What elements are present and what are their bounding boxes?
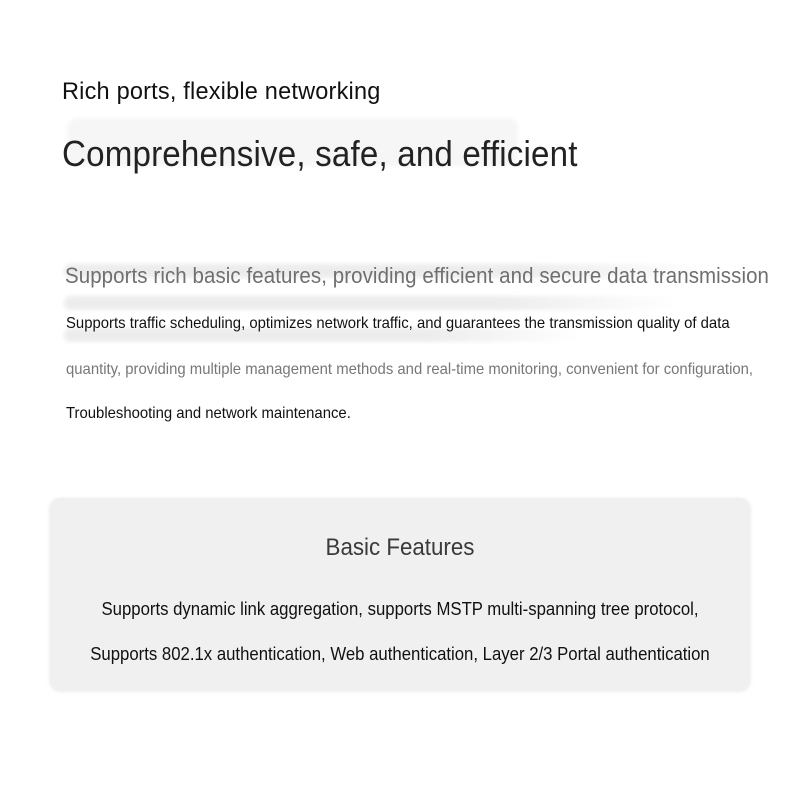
basic-features-title: Basic Features (325, 534, 475, 561)
intro-subhead: Supports rich basic features, providing efficient and secure data transmission (65, 263, 770, 288)
hero-kicker: Rich ports, flexible networking (62, 78, 381, 105)
intro-line-3: Troubleshooting and network maintenance. (66, 405, 351, 422)
intro-line-2: quantity, providing multiple management methods and real-time monitoring, convenient for configuration, (66, 361, 754, 378)
hero-headline: Comprehensive, safe, and efficient (62, 133, 578, 174)
basic-features-line-1: Supports dynamic link aggregation, supports MSTP multi-spanning tree protocol, (101, 599, 699, 619)
intro-line-1: Supports traffic scheduling, optimizes network traffic, and guarantees the transmission quality of data (66, 315, 730, 332)
basic-features-line-2: Supports 802.1x authentication, Web authentication, Layer 2/3 Portal authentication (90, 644, 710, 664)
